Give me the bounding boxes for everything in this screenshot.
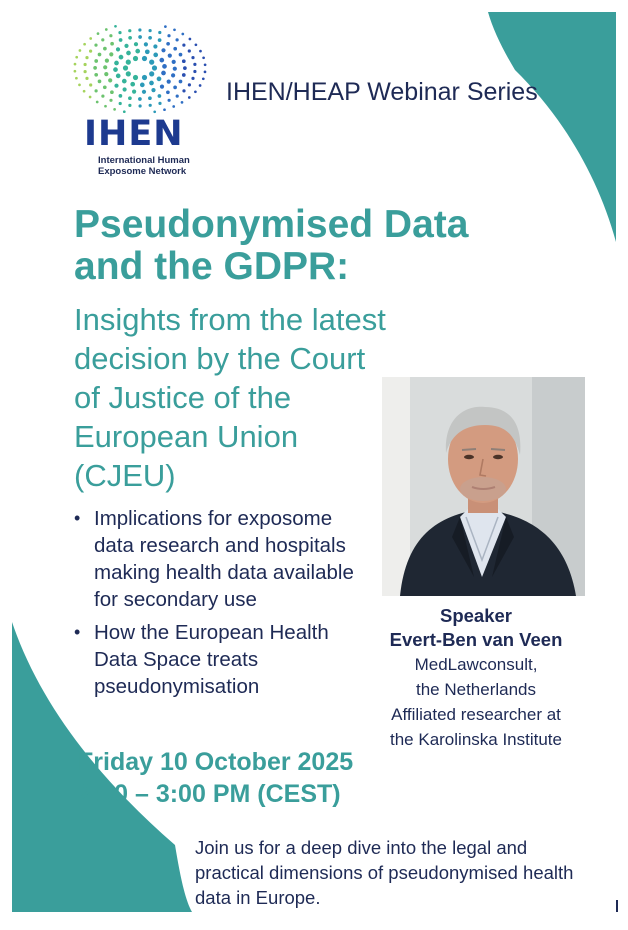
speaker-org-line2: the Netherlands bbox=[415, 680, 537, 699]
logo-dot bbox=[93, 66, 97, 70]
logo-dot bbox=[166, 42, 170, 46]
logo-dot bbox=[119, 94, 123, 98]
logo-dot bbox=[149, 81, 154, 86]
subtitle-line5: (CJEU) bbox=[74, 458, 176, 493]
logo-dot bbox=[126, 60, 131, 65]
logo-dot bbox=[142, 90, 146, 94]
page-title bbox=[74, 204, 594, 288]
logo-dot bbox=[173, 47, 177, 51]
logo-dot bbox=[101, 38, 104, 41]
topic-list bbox=[74, 505, 369, 706]
subtitle-line1: Insights from the latest bbox=[74, 302, 386, 337]
logo-dot bbox=[173, 86, 177, 90]
logo-dot bbox=[132, 90, 136, 94]
logo-dot bbox=[103, 65, 107, 69]
logo-dot bbox=[96, 101, 99, 104]
logo-dot bbox=[191, 56, 194, 59]
logo-dot bbox=[128, 96, 132, 100]
bullet-icon: • bbox=[74, 622, 81, 642]
logo-dot bbox=[149, 71, 154, 76]
subtitle-line2: decision by the Court bbox=[74, 341, 366, 376]
logo-dot bbox=[166, 90, 170, 94]
logo-dot bbox=[140, 83, 145, 88]
logo-dot bbox=[204, 71, 207, 74]
logo-dot bbox=[75, 56, 78, 59]
logo-dot bbox=[103, 47, 107, 51]
logo-dot bbox=[195, 43, 198, 46]
logo-dot bbox=[116, 74, 121, 79]
logo-dot bbox=[94, 59, 98, 63]
logo-dot bbox=[199, 50, 202, 53]
logo-dot bbox=[122, 79, 127, 84]
logo-dot bbox=[153, 53, 158, 58]
logo-dot bbox=[114, 25, 117, 28]
logo-dot bbox=[144, 42, 148, 46]
logo-dot bbox=[193, 70, 196, 73]
logo-dot bbox=[89, 83, 92, 86]
event-time: 2:00 – 3:00 PM (CEST) bbox=[78, 780, 341, 808]
logo-dot bbox=[151, 88, 155, 92]
logo-dot bbox=[133, 56, 138, 61]
logo-dot bbox=[85, 77, 88, 80]
logo-dot bbox=[110, 42, 114, 46]
logo-dot bbox=[75, 77, 78, 80]
logo-dot bbox=[158, 102, 161, 105]
logo-dot bbox=[148, 96, 152, 100]
logo-dot bbox=[172, 105, 175, 108]
logo-dot bbox=[189, 38, 192, 41]
speaker-photo bbox=[382, 377, 585, 596]
logo-dot bbox=[142, 56, 147, 61]
speaker-info bbox=[370, 604, 582, 752]
logo-dot bbox=[105, 28, 108, 31]
logo-dot bbox=[179, 80, 183, 84]
logo-dot bbox=[204, 63, 207, 66]
speaker-name: Evert-Ben van Veen bbox=[389, 629, 563, 650]
logo-subtitle bbox=[98, 155, 208, 177]
logo-dot bbox=[74, 70, 77, 73]
corner-mark bbox=[616, 900, 618, 912]
logo-dot bbox=[97, 32, 100, 35]
logo-dot bbox=[101, 95, 104, 98]
logo-dot bbox=[89, 96, 92, 99]
logo-dot bbox=[83, 90, 86, 93]
logo-dot bbox=[139, 104, 142, 107]
logo-dot bbox=[94, 44, 97, 47]
logo-dot bbox=[104, 105, 107, 108]
logo-dot bbox=[161, 71, 166, 76]
logo-dot bbox=[149, 104, 152, 107]
logo-dot bbox=[123, 110, 126, 113]
logo-dot bbox=[98, 53, 102, 57]
logo-dot bbox=[98, 80, 102, 84]
logo-dot bbox=[167, 34, 170, 37]
logo-dot bbox=[119, 55, 124, 60]
logo-dot bbox=[164, 25, 167, 28]
logo-dot bbox=[193, 63, 196, 66]
logo-dot bbox=[172, 60, 176, 64]
logo-dot bbox=[135, 49, 140, 54]
logo-dot bbox=[179, 53, 183, 57]
logo-dot bbox=[182, 73, 186, 77]
logo-dot bbox=[128, 29, 131, 32]
logo-dot bbox=[158, 38, 162, 42]
logo-dot bbox=[194, 90, 197, 93]
logo-dot bbox=[123, 87, 127, 91]
logo-dot bbox=[119, 38, 123, 42]
logo-dot bbox=[158, 94, 162, 98]
logo-dot bbox=[181, 101, 184, 104]
event-date: Friday 10 October 2025 bbox=[78, 748, 354, 776]
logo-dot bbox=[116, 47, 120, 51]
title-line1: Pseudonymised Data bbox=[74, 203, 469, 246]
logo-dot bbox=[142, 75, 147, 80]
logo-dot bbox=[89, 50, 92, 53]
logo-dot bbox=[168, 99, 171, 102]
logo-dot bbox=[191, 77, 194, 80]
footer-text: Join us for a deep dive into the legal and practical dimensions of pseudonymised health data in Europe. bbox=[195, 837, 574, 908]
list-item-text: Implications for exposome data research and hospitals making health data available for secondary use bbox=[94, 507, 354, 611]
logo-dot bbox=[109, 34, 112, 37]
logo-dot bbox=[133, 75, 138, 80]
list-item bbox=[74, 505, 369, 613]
logo-dot bbox=[163, 108, 166, 111]
logo-dot bbox=[183, 66, 187, 70]
list-item-text: How the European Health Data Space treats pseudonymisation bbox=[94, 621, 329, 698]
logo-dot bbox=[153, 110, 156, 113]
logo-dot bbox=[182, 89, 185, 92]
logo-dot bbox=[123, 65, 128, 70]
speaker-affiliation-line2: the Karolinska Institute bbox=[390, 730, 562, 749]
event-datetime bbox=[78, 746, 388, 810]
speaker-org-line1: MedLawconsult, bbox=[414, 655, 538, 674]
logo-dot bbox=[188, 49, 191, 52]
logo-dot bbox=[78, 84, 81, 87]
logo-dot bbox=[110, 90, 114, 94]
logo-dot bbox=[130, 82, 135, 87]
webinar-series-title: IHEN/HEAP Webinar Series bbox=[226, 78, 538, 106]
logo-dot bbox=[162, 64, 167, 69]
logo-dot bbox=[182, 59, 186, 63]
logo-dot bbox=[202, 77, 205, 80]
logo-dot bbox=[153, 44, 157, 48]
logo-dot bbox=[173, 67, 177, 71]
logo-dot bbox=[188, 83, 191, 86]
logo-dot bbox=[85, 56, 88, 59]
logo-dot bbox=[79, 49, 82, 52]
speaker-affiliation-line1: Affiliated researcher at bbox=[391, 705, 561, 724]
logo-dot bbox=[83, 43, 86, 46]
logo-dot bbox=[145, 49, 150, 54]
subtitle-line3: of Justice of the bbox=[74, 380, 292, 415]
logo-dot bbox=[176, 38, 179, 41]
bullet-icon: • bbox=[74, 508, 81, 528]
logo-dot bbox=[114, 84, 118, 88]
logo-dot bbox=[84, 70, 87, 73]
logo-dot bbox=[152, 65, 157, 70]
logo-dot bbox=[119, 102, 122, 105]
logo-dot bbox=[138, 97, 142, 101]
logo-dot bbox=[84, 63, 87, 66]
logo-dot bbox=[74, 63, 77, 66]
logo-dot bbox=[158, 31, 161, 34]
logo-subtitle-line1: International Human bbox=[98, 155, 190, 166]
logo-dot bbox=[118, 31, 121, 34]
logo-dot bbox=[199, 84, 202, 87]
logo-dot bbox=[149, 60, 154, 65]
logo-subtitle-line2: Exposome Network bbox=[98, 166, 187, 177]
logo-dot bbox=[171, 73, 175, 77]
logo-dot bbox=[160, 85, 164, 89]
logo-dot bbox=[138, 28, 141, 31]
logo-dot bbox=[105, 59, 109, 63]
logo-dot bbox=[167, 80, 171, 84]
logo-dot bbox=[202, 56, 205, 59]
logo-dot bbox=[173, 28, 176, 31]
logo-dot bbox=[161, 48, 165, 52]
subtitle-line4: European Union bbox=[74, 419, 299, 454]
logo-dot bbox=[126, 51, 131, 56]
logo-dot bbox=[176, 95, 179, 98]
logo-dot bbox=[148, 36, 152, 40]
logo-dot bbox=[94, 73, 98, 77]
logo-dot bbox=[89, 37, 92, 40]
logo-dot bbox=[168, 54, 172, 58]
logo-dot bbox=[159, 58, 164, 63]
logo-dot bbox=[182, 44, 185, 47]
list-item bbox=[74, 619, 369, 700]
logo-dot bbox=[188, 96, 191, 99]
logo-dot bbox=[128, 36, 132, 40]
title-line2: and the GDPR: bbox=[74, 245, 350, 288]
logo-dots bbox=[74, 25, 207, 113]
ihen-logo-icon bbox=[68, 24, 208, 114]
logo-dot bbox=[134, 42, 138, 46]
logo-dot bbox=[124, 44, 128, 48]
logo-dot bbox=[104, 72, 108, 76]
logo-dot bbox=[113, 67, 118, 72]
speaker-heading: Speaker bbox=[440, 605, 512, 626]
logo-wordmark: IHEN bbox=[84, 114, 184, 154]
logo-dot bbox=[113, 108, 116, 111]
logo-dot bbox=[103, 85, 107, 89]
logo-dot bbox=[138, 35, 142, 39]
logo-dot bbox=[95, 89, 98, 92]
logo-dot bbox=[109, 99, 112, 102]
logo-dot bbox=[114, 61, 119, 66]
logo-dot bbox=[181, 33, 184, 36]
logo-dot bbox=[149, 29, 152, 32]
logo-dot bbox=[109, 52, 113, 56]
logo-dot bbox=[128, 104, 131, 107]
logo-dot bbox=[108, 78, 112, 82]
logo-dot bbox=[126, 71, 131, 76]
logo-dot bbox=[157, 77, 162, 82]
